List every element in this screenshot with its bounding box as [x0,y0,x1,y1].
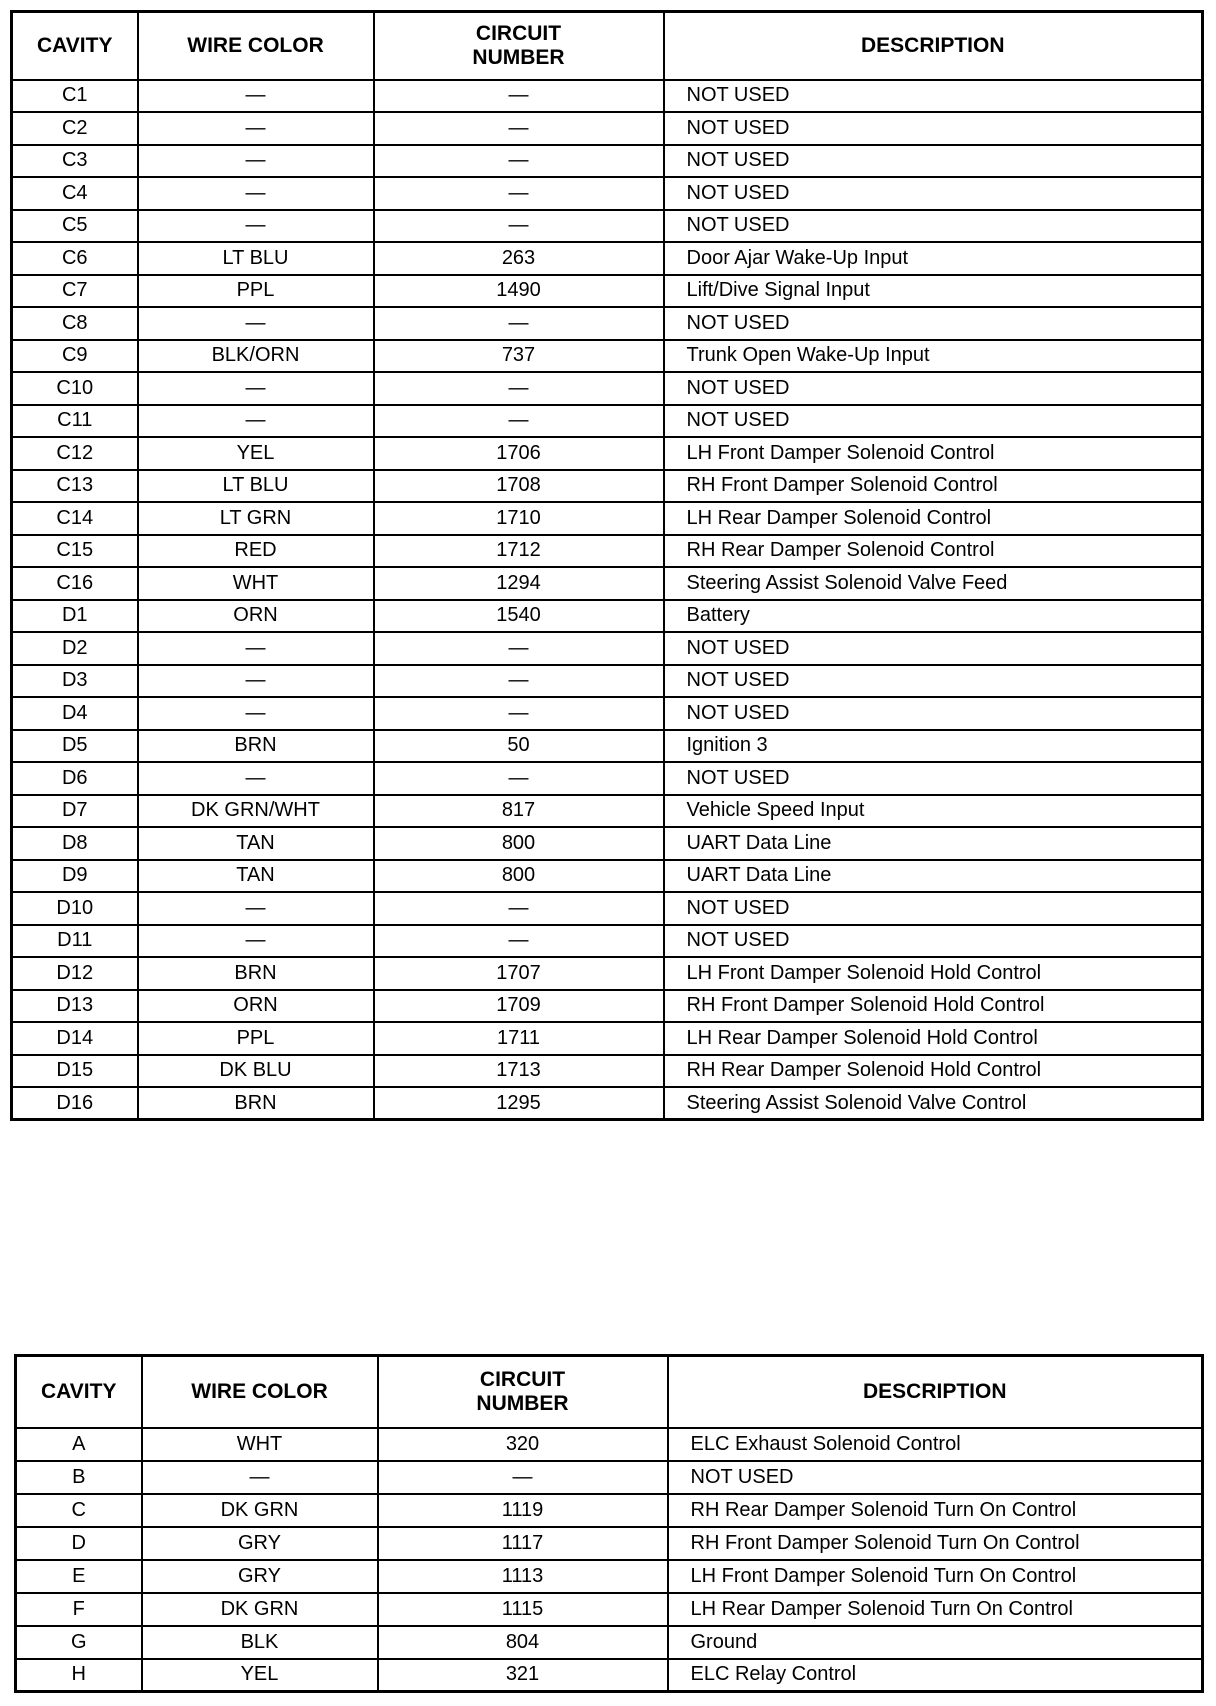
table-row [12,437,1203,470]
wire-color-cell: GRY [142,1560,378,1593]
wire-color-cell: YEL [138,437,374,470]
circuit-number-cell: 1295 [374,1087,664,1120]
description-cell: LH Rear Damper Solenoid Hold Control [664,1022,1203,1055]
cavity-cell: C9 [12,340,138,373]
wire-color-cell: WHT [138,567,374,600]
header-circuit-line1: CIRCUIT [479,1367,566,1391]
cavity-cell: D14 [12,1022,138,1055]
wire-color-cell: WHT [142,1428,378,1461]
wire-color-cell: RED [138,535,374,568]
cavity-cell: C15 [12,535,138,568]
description-cell: NOT USED [664,307,1203,340]
description-cell: NOT USED [664,177,1203,210]
header-circuit-line2: NUMBER [476,1391,569,1415]
header-row [16,1356,1203,1428]
table-row [16,1461,1203,1494]
cavity-cell: D10 [12,892,138,925]
wire-color-cell: YEL [142,1659,378,1692]
table-row [12,340,1203,373]
circuit-number-cell: 1294 [374,567,664,600]
circuit-number-cell: 804 [378,1626,668,1659]
description-cell: UART Data Line [664,860,1203,893]
circuit-number-cell: 1706 [374,437,664,470]
wire-color-cell: — [138,762,374,795]
description-cell: NOT USED [664,632,1203,665]
table-row [12,535,1203,568]
circuit-number-cell: — [374,925,664,958]
table-row [12,730,1203,763]
wire-color-cell: LT GRN [138,502,374,535]
wire-color-cell: — [138,405,374,438]
circuit-number-cell: 1119 [378,1494,668,1527]
table-row [12,405,1203,438]
wire-color-cell: — [138,697,374,730]
circuit-number-cell: 1707 [374,957,664,990]
wire-color-cell: — [138,80,374,113]
description-cell: RH Rear Damper Solenoid Turn On Control [668,1494,1203,1527]
header-cavity: CAVITY [16,1356,142,1428]
cavity-cell: G [16,1626,142,1659]
cavity-cell: D8 [12,827,138,860]
table-row [12,1087,1203,1120]
description-cell: Steering Assist Solenoid Valve Feed [664,567,1203,600]
description-cell: RH Front Damper Solenoid Turn On Control [668,1527,1203,1560]
cavity-cell: H [16,1659,142,1692]
description-cell: RH Front Damper Solenoid Control [664,470,1203,503]
cavity-cell: D12 [12,957,138,990]
table-row [12,372,1203,405]
wire-color-cell: BLK/ORN [138,340,374,373]
wire-color-cell: — [138,632,374,665]
description-cell: Trunk Open Wake-Up Input [664,340,1203,373]
cavity-cell: F [16,1593,142,1626]
cavity-cell: C1 [12,80,138,113]
wire-color-cell: — [138,892,374,925]
wire-color-cell: BRN [138,1087,374,1120]
circuit-number-cell: 1708 [374,470,664,503]
description-cell: Ignition 3 [664,730,1203,763]
description-cell: Steering Assist Solenoid Valve Control [664,1087,1203,1120]
cavity-cell: C5 [12,210,138,243]
table-row [12,860,1203,893]
cavity-cell: D16 [12,1087,138,1120]
cavity-cell: D13 [12,990,138,1023]
header-description: DESCRIPTION [664,12,1203,80]
description-cell: LH Front Damper Solenoid Turn On Control [668,1560,1203,1593]
wire-color-cell: — [138,112,374,145]
header-row [12,12,1203,80]
description-cell: RH Front Damper Solenoid Hold Control [664,990,1203,1023]
wire-color-cell: — [138,307,374,340]
header-circuit-number [378,1356,668,1428]
cavity-cell: D3 [12,665,138,698]
header-description: DESCRIPTION [668,1356,1203,1428]
wire-color-cell: — [138,372,374,405]
circuit-number-cell: 1710 [374,502,664,535]
circuit-number-cell: — [374,762,664,795]
wire-color-cell: DK BLU [138,1055,374,1088]
table-row [12,145,1203,178]
cavity-cell: D [16,1527,142,1560]
cavity-cell: C12 [12,437,138,470]
description-cell: NOT USED [664,145,1203,178]
header-wire-color: WIRE COLOR [142,1356,378,1428]
table-row [12,665,1203,698]
table-row [12,177,1203,210]
wire-color-cell: ORN [138,600,374,633]
table-row [12,470,1203,503]
table-row [12,957,1203,990]
wire-color-cell: — [138,210,374,243]
description-cell: ELC Relay Control [668,1659,1203,1692]
wire-color-cell: — [138,665,374,698]
cavity-cell: C7 [12,275,138,308]
header-circuit-line1: CIRCUIT [475,21,562,45]
circuit-number-cell: 800 [374,827,664,860]
circuit-number-cell: — [374,892,664,925]
header-cavity: CAVITY [12,12,138,80]
wire-color-cell: PPL [138,1022,374,1055]
wire-color-cell: BRN [138,730,374,763]
cavity-cell: C8 [12,307,138,340]
cavity-cell: C11 [12,405,138,438]
table-row [16,1659,1203,1692]
cavity-cell: D9 [12,860,138,893]
circuit-number-cell: 50 [374,730,664,763]
cavity-cell: D15 [12,1055,138,1088]
connector-table-1 [10,10,1204,1121]
header-circuit-number [374,12,664,80]
cavity-cell: D6 [12,762,138,795]
circuit-number-cell: 817 [374,795,664,828]
circuit-number-cell: 1113 [378,1560,668,1593]
wire-color-cell: — [138,925,374,958]
wire-color-cell: — [142,1461,378,1494]
description-cell: ELC Exhaust Solenoid Control [668,1428,1203,1461]
table-row [16,1560,1203,1593]
circuit-number-cell: — [374,632,664,665]
table-row [16,1593,1203,1626]
cavity-cell: C6 [12,242,138,275]
circuit-number-cell: 800 [374,860,664,893]
table-row [16,1428,1203,1461]
description-cell: RH Rear Damper Solenoid Hold Control [664,1055,1203,1088]
table-row [12,827,1203,860]
circuit-number-cell: 1713 [374,1055,664,1088]
table-row [16,1626,1203,1659]
description-cell: NOT USED [668,1461,1203,1494]
wire-color-cell: DK GRN/WHT [138,795,374,828]
table-row [12,795,1203,828]
description-cell: LH Rear Damper Solenoid Control [664,502,1203,535]
description-cell: Door Ajar Wake-Up Input [664,242,1203,275]
description-cell: NOT USED [664,697,1203,730]
wire-color-cell: LT BLU [138,470,374,503]
circuit-number-cell: 1117 [378,1527,668,1560]
circuit-number-cell: 1709 [374,990,664,1023]
description-cell: LH Front Damper Solenoid Control [664,437,1203,470]
circuit-number-cell: — [374,307,664,340]
cavity-cell: D4 [12,697,138,730]
table-row [12,307,1203,340]
description-cell: Vehicle Speed Input [664,795,1203,828]
circuit-number-cell: — [374,80,664,113]
description-cell: Ground [668,1626,1203,1659]
description-cell: UART Data Line [664,827,1203,860]
cavity-cell: C13 [12,470,138,503]
cavity-cell: D1 [12,600,138,633]
description-cell: Lift/Dive Signal Input [664,275,1203,308]
cavity-cell: C10 [12,372,138,405]
cavity-cell: C4 [12,177,138,210]
wire-color-cell: PPL [138,275,374,308]
circuit-number-cell: — [378,1461,668,1494]
circuit-number-cell: 320 [378,1428,668,1461]
cavity-cell: D5 [12,730,138,763]
table-row [12,762,1203,795]
wire-color-cell: ORN [138,990,374,1023]
cavity-cell: D7 [12,795,138,828]
circuit-number-cell: 263 [374,242,664,275]
wire-color-cell: DK GRN [142,1494,378,1527]
circuit-number-cell: — [374,145,664,178]
cavity-cell: C3 [12,145,138,178]
description-cell: RH Rear Damper Solenoid Control [664,535,1203,568]
cavity-cell: D11 [12,925,138,958]
circuit-number-cell: 737 [374,340,664,373]
circuit-number-cell: — [374,210,664,243]
wire-color-cell: — [138,145,374,178]
wire-color-cell: DK GRN [142,1593,378,1626]
table-row [12,112,1203,145]
table-row [12,1022,1203,1055]
table-row [12,567,1203,600]
cavity-cell: A [16,1428,142,1461]
wire-color-cell: TAN [138,827,374,860]
description-cell: NOT USED [664,210,1203,243]
circuit-number-cell: — [374,177,664,210]
circuit-number-cell: — [374,372,664,405]
connector-table-2 [14,1354,1204,1693]
circuit-number-cell: 1712 [374,535,664,568]
table-row [16,1527,1203,1560]
table-row [12,632,1203,665]
table-row [12,275,1203,308]
circuit-number-cell: 1490 [374,275,664,308]
wire-color-cell: — [138,177,374,210]
wire-color-cell: LT BLU [138,242,374,275]
wire-color-cell: BLK [142,1626,378,1659]
header-circuit-line2: NUMBER [472,45,565,69]
header-wire-color: WIRE COLOR [138,12,374,80]
cavity-cell: C [16,1494,142,1527]
cavity-cell: C2 [12,112,138,145]
description-cell: NOT USED [664,112,1203,145]
description-cell: NOT USED [664,762,1203,795]
description-cell: NOT USED [664,405,1203,438]
cavity-cell: D2 [12,632,138,665]
cavity-cell: C14 [12,502,138,535]
description-cell: NOT USED [664,80,1203,113]
wire-color-cell: BRN [138,957,374,990]
cavity-cell: C16 [12,567,138,600]
table-row [12,697,1203,730]
table-row [12,210,1203,243]
table-row [12,990,1203,1023]
cavity-cell: B [16,1461,142,1494]
table-row [12,600,1203,633]
description-cell: LH Front Damper Solenoid Hold Control [664,957,1203,990]
table-row [12,502,1203,535]
circuit-number-cell: 1115 [378,1593,668,1626]
circuit-number-cell: 1711 [374,1022,664,1055]
table-row [12,892,1203,925]
description-cell: Battery [664,600,1203,633]
description-cell: LH Rear Damper Solenoid Turn On Control [668,1593,1203,1626]
table-row [16,1494,1203,1527]
circuit-number-cell: 1540 [374,600,664,633]
description-cell: NOT USED [664,372,1203,405]
cavity-cell: E [16,1560,142,1593]
table-row [12,1055,1203,1088]
circuit-number-cell: — [374,405,664,438]
description-cell: NOT USED [664,665,1203,698]
circuit-number-cell: — [374,665,664,698]
table-row [12,925,1203,958]
circuit-number-cell: — [374,697,664,730]
circuit-number-cell: — [374,112,664,145]
wire-color-cell: GRY [142,1527,378,1560]
circuit-number-cell: 321 [378,1659,668,1692]
description-cell: NOT USED [664,892,1203,925]
description-cell: NOT USED [664,925,1203,958]
wire-color-cell: TAN [138,860,374,893]
table-row [12,242,1203,275]
table-row [12,80,1203,113]
